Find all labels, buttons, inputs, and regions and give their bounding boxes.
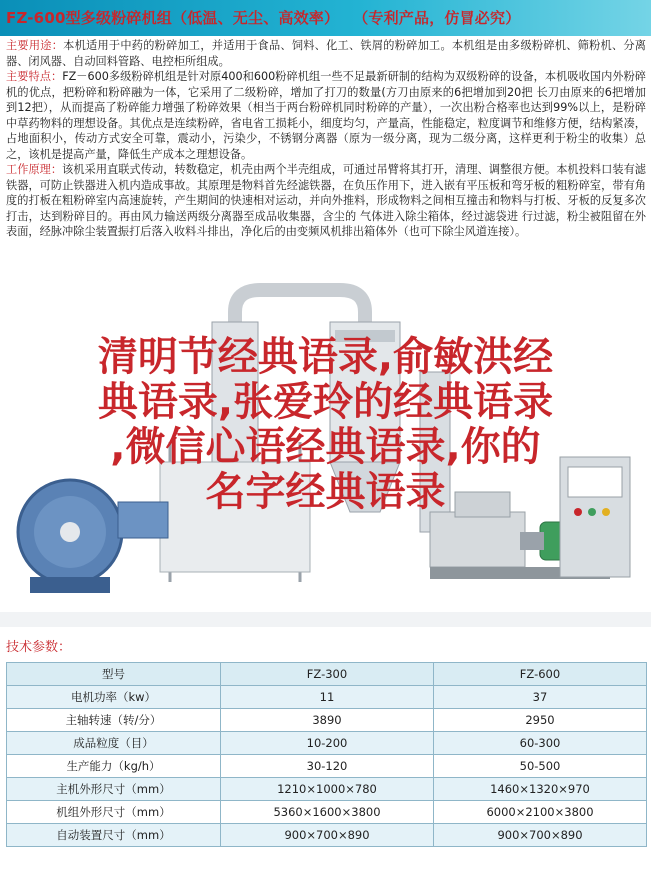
table-header-cell: FZ-300 [221, 663, 434, 686]
table-cell: 1460×1320×970 [434, 778, 647, 801]
table-cell: 机组外形尺寸（mm） [7, 801, 221, 824]
overlay-line: 典语录,张爱玲的经典语录 [97, 379, 554, 425]
table-cell: 生产能力（kg/h） [7, 755, 221, 778]
intro-paragraph-principle [6, 162, 646, 240]
table-cell: 主轴转速（转/分） [7, 709, 221, 732]
overlay-line: ,微信心语经典语录,你的 [110, 424, 541, 470]
table-cell: 电机功率（kw） [7, 686, 221, 709]
table-cell: 900×700×890 [221, 824, 434, 847]
table-row [7, 686, 647, 709]
table-cell: 10-200 [221, 732, 434, 755]
intro-label: 主要特点： [6, 70, 63, 83]
intro-body: 该机采用直联式传动，转数稳定，机壳由两个半壳组成，可通过吊臂将其打开，清理、调整很方便。本机投料口装有滤铁器，可防止铁器进入机内造成事故。其原理是物料首先经滤铁器，在负压作用下，进入嵌有平压板和弯牙板的粗粉碎室，带有角度的打板在粗粉碎室内高速旋转，产生期间的快速相对运动，并向外推料，形成物料之间相互撞击和物料与打板、牙板的反复多次打击，达到粉碎目的。再由风力输送两级分离器至成品收集器，含尘的 气体进入除尘箱体，经过滤袋进 行过滤，粉尘被阻留在外表面，经脉冲除尘装置振打后落入收料斗排出，净化后的由变频风机排出箱体外（也可下除尘风道连接）。 [6, 163, 646, 238]
title-banner [0, 0, 651, 36]
table-cell: 37 [434, 686, 647, 709]
table-cell: 2950 [434, 709, 647, 732]
table-cell: 11 [221, 686, 434, 709]
table-cell: 60-300 [434, 732, 647, 755]
table-cell: 30-120 [221, 755, 434, 778]
banner-model-name: FZ-600型多级粉碎机组 [6, 9, 172, 27]
table-cell: 自动装置尺寸（mm） [7, 824, 221, 847]
table-cell: 900×700×890 [434, 824, 647, 847]
banner-features: （低温、无尘、高效率） [172, 9, 340, 27]
overlay-line: 清明节经典语录,俞敏洪经 [97, 334, 554, 380]
table-header-cell: 型号 [7, 663, 221, 686]
banner-tags: （专利产品，仿冒必究） [353, 9, 521, 27]
intro-body: FZ－600多级粉碎机组是针对原400和600粉碎机组一些不足最新研制的结构为双级粉碎的设备，本机吸收国内外粉碎机的优点，把粉碎和粉碎融为一体，它采用了二级粉碎，增加了打刀的数量(方刀由原来的6把增加到20把 长刀由原来的6把增加到12把），从而提高了粉碎能力增强了粉碎效果（相当于两台粉碎机同时粉碎的产量），一次出粉合格率也达到99%以上，是粉碎中草药物料的理想设备。其优点是连续粉碎，省电省工损耗小，细度均匀，产量高，性能稳定，粒度调节和维修方便，结构紧凑，占地面积小，传动方式安全可靠，震动小，污染少，不锈钢分离器（原为一级分离，现为二级分离，这样更利于粉尘的收集）总之，该机是提高产量，降低生产成本之理想设备。 [6, 70, 646, 161]
table-cell: 成品粒度（目） [7, 732, 221, 755]
watermark-overlay-text [0, 335, 651, 515]
intro-text-block [6, 38, 646, 240]
table-cell: 主机外形尺寸（mm） [7, 778, 221, 801]
table-cell: 6000×2100×3800 [434, 801, 647, 824]
tech-params-heading: 技术参数： [6, 640, 72, 655]
table-row [7, 801, 647, 824]
table-header-row [7, 663, 647, 686]
table-row [7, 755, 647, 778]
table-header-cell: FZ-600 [434, 663, 647, 686]
table-row [7, 824, 647, 847]
table-cell: 1210×1000×780 [221, 778, 434, 801]
table-row [7, 778, 647, 801]
table-row [7, 732, 647, 755]
banner-title [6, 0, 520, 36]
table-cell: 5360×1600×3800 [221, 801, 434, 824]
intro-paragraph-features [6, 69, 646, 162]
intro-paragraph-usage [6, 38, 646, 69]
overlay-line: 名字经典语录 [205, 469, 446, 515]
intro-body: 本机适用于中药的粉碎加工，并适用于食品、饲料、化工、铁屑的粉碎加工。本机组是由多级粉碎机、筛粉机、分离器、闭风器、自动回料管路、电控柜所组成。 [6, 39, 646, 68]
table-cell: 3890 [221, 709, 434, 732]
table-row [7, 709, 647, 732]
spec-table [6, 662, 647, 847]
intro-label: 工作原理： [6, 163, 63, 176]
table-cell: 50-500 [434, 755, 647, 778]
intro-label: 主要用途： [6, 39, 64, 52]
